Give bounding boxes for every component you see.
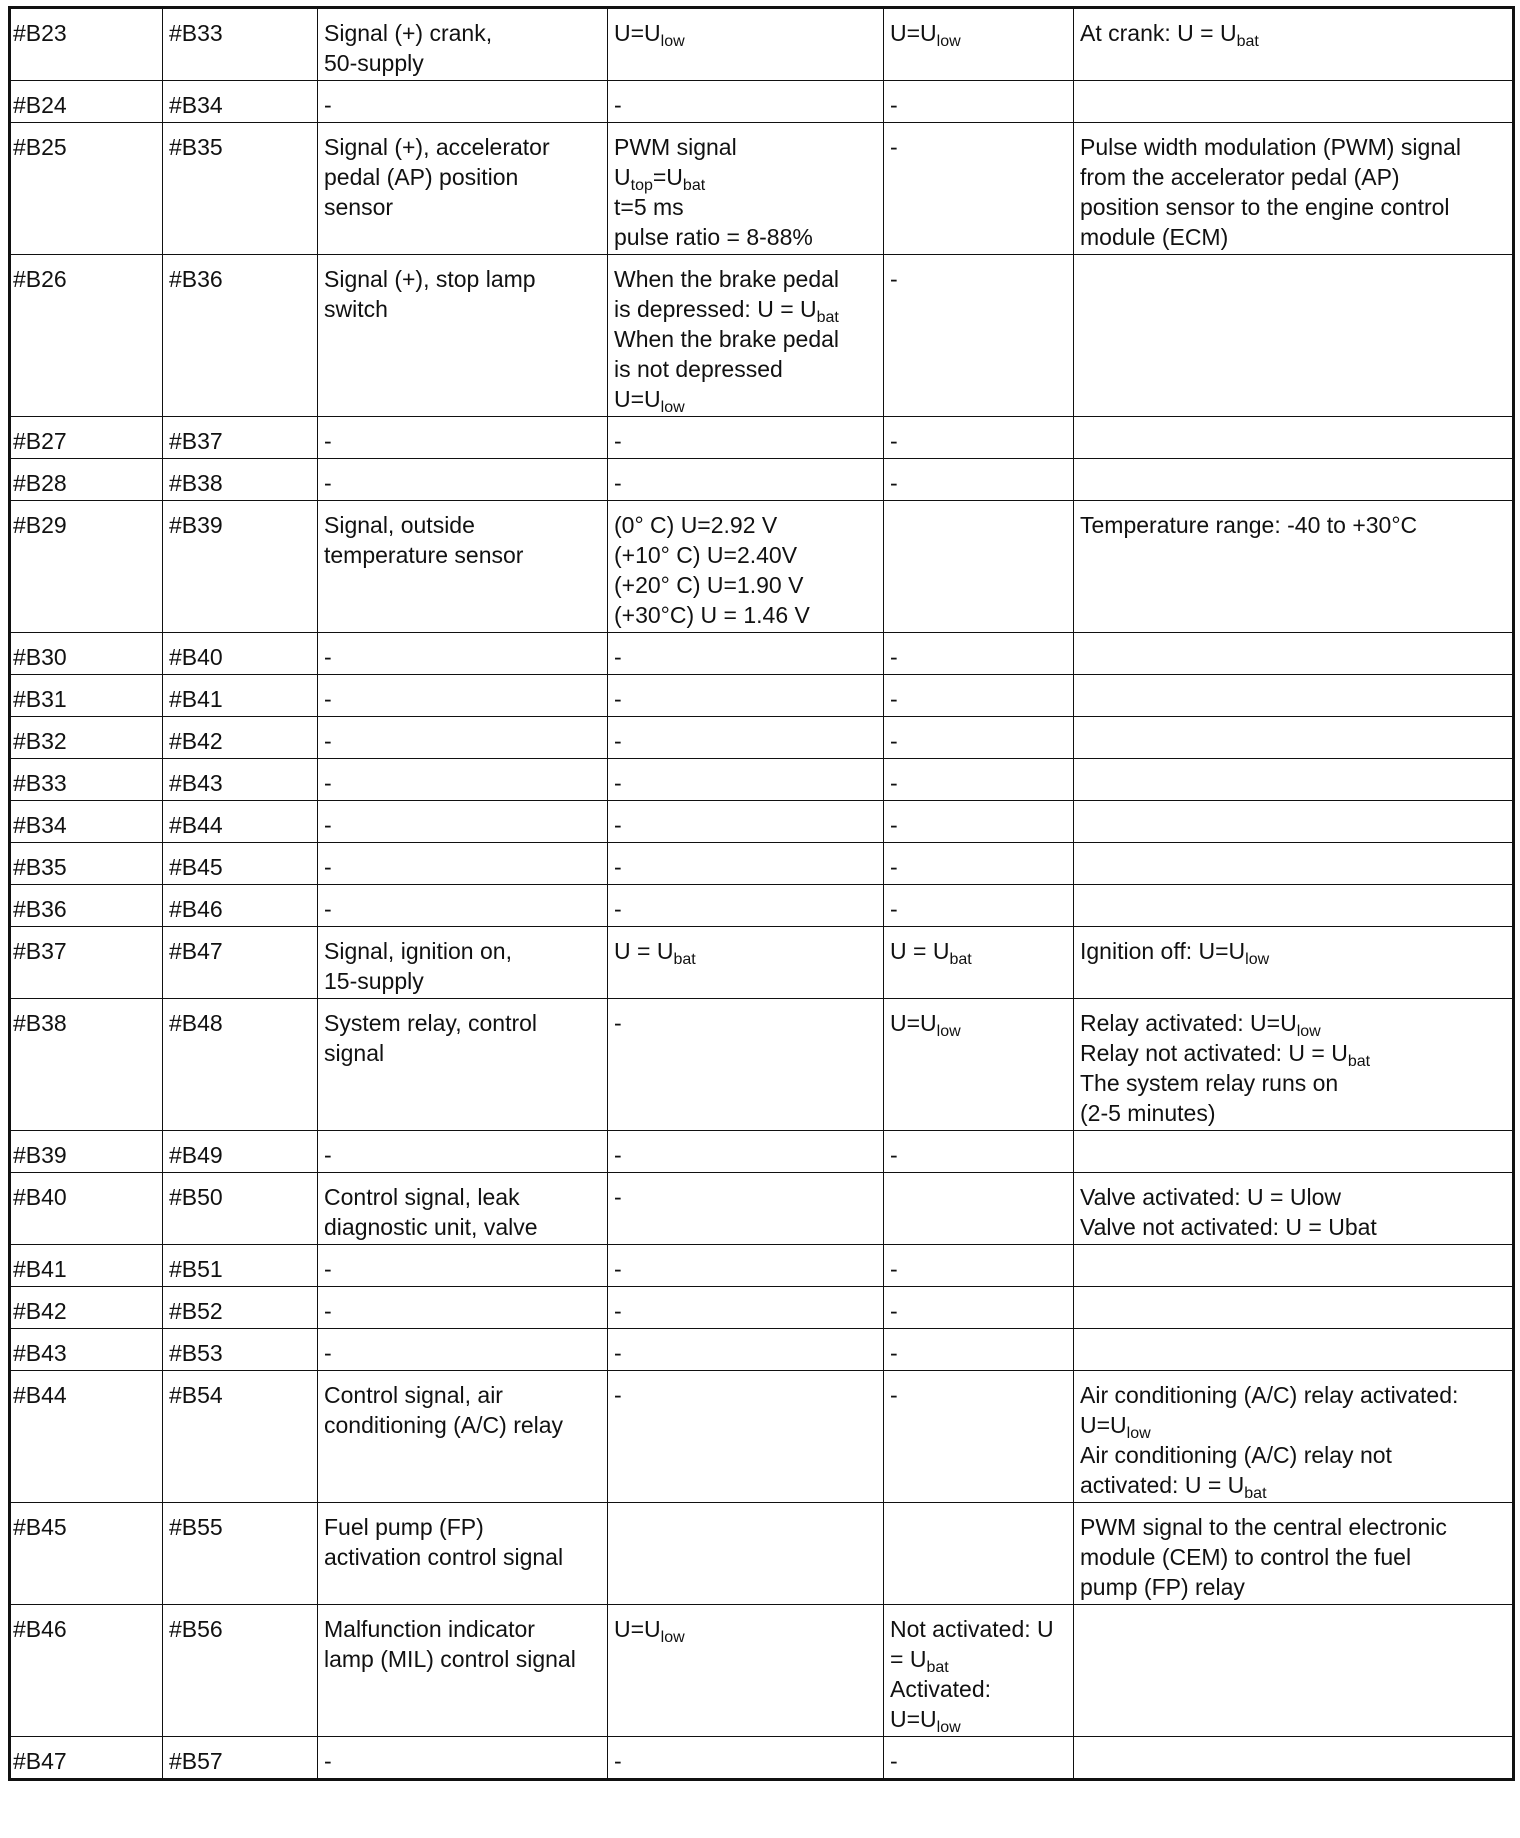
old-pin-cell: #B44 (10, 1371, 163, 1503)
old-pin-cell: #B43 (10, 1329, 163, 1371)
old-pin-cell: #B36 (10, 885, 163, 927)
cell-line: Air conditioning (A/C) relay not (1080, 1442, 1392, 1468)
new-pin-cell: #B50 (163, 1173, 318, 1245)
cell-line: - (614, 1256, 622, 1282)
cell-line: - (324, 686, 332, 712)
alt-value-cell (884, 675, 1074, 717)
old-pin-cell: #B33 (10, 759, 163, 801)
cell-line: - (614, 644, 622, 670)
notes-cell (1074, 717, 1514, 759)
table-row (10, 717, 1514, 759)
cell-line: - (324, 1748, 332, 1774)
old-pin-cell: #B34 (10, 801, 163, 843)
cell-line: $U = U_{bat}$ (614, 938, 696, 968)
cell-line: At crank: $U = U_{bat}$ (1080, 20, 1259, 50)
notes-cell (1074, 675, 1514, 717)
alt-value-cell (884, 255, 1074, 417)
notes-cell (1074, 801, 1514, 843)
table-row (10, 123, 1514, 255)
signal-description-cell (318, 255, 608, 417)
signal-description-cell (318, 8, 608, 81)
value-cell (608, 1131, 884, 1173)
cell-line: Fuel pump (FP) (324, 1514, 484, 1540)
cell-line: - (890, 1256, 898, 1282)
alt-value-cell (884, 8, 1074, 81)
new-pin-cell: #B38 (163, 459, 318, 501)
notes-cell (1074, 1503, 1514, 1605)
value-cell (608, 843, 884, 885)
table-row (10, 501, 1514, 633)
cell-line: Signal, ignition on, (324, 938, 512, 964)
table-row (10, 633, 1514, 675)
old-pin-cell: #B30 (10, 633, 163, 675)
cell-line: - (614, 1382, 622, 1408)
cell-line: Malfunction indicator (324, 1616, 535, 1642)
cell-line: - (890, 812, 898, 838)
new-pin-cell: #B57 (163, 1737, 318, 1780)
cell-line: - (614, 770, 622, 796)
notes-cell (1074, 927, 1514, 999)
value-cell (608, 255, 884, 417)
value-cell (608, 1173, 884, 1245)
cell-line: Signal (+), accelerator (324, 134, 550, 160)
alt-value-cell (884, 1503, 1074, 1605)
cell-line: sensor (324, 194, 394, 220)
cell-line: pump (FP) relay (1080, 1574, 1245, 1600)
alt-value-cell (884, 1371, 1074, 1503)
old-pin-cell: #B38 (10, 999, 163, 1131)
signal-description-cell (318, 1287, 608, 1329)
notes-cell (1074, 885, 1514, 927)
cell-line: = $U_{bat}$ (890, 1646, 949, 1676)
cell-line: pedal (AP) position (324, 164, 519, 190)
old-pin-cell: #B37 (10, 927, 163, 999)
notes-cell (1074, 255, 1514, 417)
table-row (10, 1503, 1514, 1605)
cell-line: Valve activated: U = Ulow (1080, 1184, 1341, 1210)
notes-cell (1074, 1329, 1514, 1371)
cell-line: - (890, 1340, 898, 1366)
cell-line: activation control signal (324, 1544, 564, 1570)
value-cell (608, 717, 884, 759)
value-cell (608, 1737, 884, 1780)
alt-value-cell (884, 717, 1074, 759)
cell-line: - (614, 1298, 622, 1324)
notes-cell (1074, 1737, 1514, 1780)
cell-line: - (324, 1256, 332, 1282)
old-pin-cell: #B23 (10, 8, 163, 81)
cell-line: $U = U_{bat}$ (890, 938, 972, 968)
table-row (10, 1173, 1514, 1245)
old-pin-cell: #B29 (10, 501, 163, 633)
cell-line: Relay activated: $U=U_{low}$ (1080, 1010, 1321, 1040)
value-cell (608, 1605, 884, 1737)
signal-description-cell (318, 1503, 608, 1605)
cell-line: Relay not activated: $U = U_{bat}$ (1080, 1040, 1371, 1070)
new-pin-cell: #B45 (163, 843, 318, 885)
old-pin-cell: #B45 (10, 1503, 163, 1605)
table-row (10, 1605, 1514, 1737)
cell-line: (+20° C) U=1.90 V (614, 572, 804, 598)
alt-value-cell (884, 759, 1074, 801)
value-cell (608, 633, 884, 675)
cell-line: - (890, 470, 898, 496)
alt-value-cell (884, 1173, 1074, 1245)
cell-line: - (324, 854, 332, 880)
signal-description-cell (318, 1173, 608, 1245)
new-pin-cell: #B56 (163, 1605, 318, 1737)
alt-value-cell (884, 999, 1074, 1131)
cell-line: - (324, 1298, 332, 1324)
alt-value-cell (884, 633, 1074, 675)
notes-cell (1074, 1131, 1514, 1173)
cell-line: switch (324, 296, 388, 322)
cell-line: - (614, 1142, 622, 1168)
cell-line: t=5 ms (614, 194, 684, 220)
cell-line: $U=U_{low}$ (1080, 1412, 1151, 1442)
cell-line: pulse ratio = 8-88% (614, 224, 813, 250)
table-row (10, 1131, 1514, 1173)
new-pin-cell: #B37 (163, 417, 318, 459)
cell-line: $U=U_{low}$ (614, 1616, 685, 1646)
cell-line: Signal, outside (324, 512, 475, 538)
old-pin-cell: #B26 (10, 255, 163, 417)
cell-line: - (890, 428, 898, 454)
new-pin-cell: #B33 (163, 8, 318, 81)
signal-description-cell (318, 1245, 608, 1287)
cell-line: is depressed: $U = U_{bat}$ (614, 296, 839, 326)
old-pin-cell: #B41 (10, 1245, 163, 1287)
alt-value-cell (884, 417, 1074, 459)
old-pin-cell: #B27 (10, 417, 163, 459)
cell-line: - (324, 92, 332, 118)
old-pin-cell: #B42 (10, 1287, 163, 1329)
cell-line: - (614, 470, 622, 496)
cell-line: $U=U_{low}$ (614, 20, 685, 50)
old-pin-cell: #B35 (10, 843, 163, 885)
cell-line: - (890, 1748, 898, 1774)
cell-line: from the accelerator pedal (AP) (1080, 164, 1400, 190)
cell-line: - (890, 1382, 898, 1408)
table-row (10, 759, 1514, 801)
signal-description-cell (318, 501, 608, 633)
new-pin-cell: #B43 (163, 759, 318, 801)
table-body (10, 8, 1514, 1780)
new-pin-cell: #B40 (163, 633, 318, 675)
new-pin-cell: #B53 (163, 1329, 318, 1371)
signal-description-cell (318, 999, 608, 1131)
signal-description-cell (318, 459, 608, 501)
signal-description-cell (318, 81, 608, 123)
table-row (10, 1371, 1514, 1503)
cell-line: PWM signal to the central electronic (1080, 1514, 1447, 1540)
cell-line: When the brake pedal (614, 326, 840, 352)
old-pin-cell: #B25 (10, 123, 163, 255)
notes-cell (1074, 417, 1514, 459)
cell-line: - (890, 854, 898, 880)
cell-line: - (614, 1748, 622, 1774)
alt-value-cell (884, 1329, 1074, 1371)
signal-description-cell (318, 927, 608, 999)
notes-cell (1074, 633, 1514, 675)
notes-cell (1074, 501, 1514, 633)
signal-description-cell (318, 123, 608, 255)
cell-line: (+10° C) U=2.40V (614, 542, 798, 568)
old-pin-cell: #B32 (10, 717, 163, 759)
table-row (10, 8, 1514, 81)
value-cell (608, 8, 884, 81)
new-pin-cell: #B36 (163, 255, 318, 417)
connector-pin-table (8, 6, 1515, 1781)
notes-cell (1074, 759, 1514, 801)
signal-description-cell (318, 717, 608, 759)
cell-line: - (614, 686, 622, 712)
cell-line: - (614, 728, 622, 754)
new-pin-cell: #B49 (163, 1131, 318, 1173)
value-cell (608, 459, 884, 501)
cell-line: - (324, 728, 332, 754)
notes-cell (1074, 1371, 1514, 1503)
new-pin-cell: #B44 (163, 801, 318, 843)
new-pin-cell: #B54 (163, 1371, 318, 1503)
alt-value-cell (884, 885, 1074, 927)
new-pin-cell: #B41 (163, 675, 318, 717)
table-row (10, 459, 1514, 501)
cell-line: (2-5 minutes) (1080, 1100, 1216, 1126)
old-pin-cell: #B31 (10, 675, 163, 717)
new-pin-cell: #B52 (163, 1287, 318, 1329)
new-pin-cell: #B55 (163, 1503, 318, 1605)
signal-description-cell (318, 675, 608, 717)
value-cell (608, 1287, 884, 1329)
cell-line: - (614, 1184, 622, 1210)
cell-line: - (614, 854, 622, 880)
cell-line: is not depressed (614, 356, 783, 382)
cell-line: module (CEM) to control the fuel (1080, 1544, 1412, 1570)
cell-line: signal (324, 1040, 385, 1066)
cell-line: diagnostic unit, valve (324, 1214, 538, 1240)
cell-line: System relay, control (324, 1010, 538, 1036)
cell-line: Ignition off: $U=U_{low}$ (1080, 938, 1270, 968)
table-row (10, 255, 1514, 417)
notes-cell (1074, 81, 1514, 123)
cell-line: Valve not activated: U = Ubat (1080, 1214, 1377, 1240)
notes-cell (1074, 1605, 1514, 1737)
cell-line: 15-supply (324, 968, 424, 994)
cell-line: $U=U_{low}$ (614, 386, 685, 416)
cell-line: - (324, 470, 332, 496)
value-cell (608, 81, 884, 123)
alt-value-cell (884, 81, 1074, 123)
old-pin-cell: #B40 (10, 1173, 163, 1245)
notes-cell (1074, 8, 1514, 81)
alt-value-cell (884, 1245, 1074, 1287)
cell-line: - (324, 644, 332, 670)
signal-description-cell (318, 1329, 608, 1371)
signal-description-cell (318, 1605, 608, 1737)
alt-value-cell (884, 1605, 1074, 1737)
cell-line: - (890, 686, 898, 712)
cell-line: - (324, 896, 332, 922)
table-row (10, 1287, 1514, 1329)
table-row (10, 801, 1514, 843)
cell-line: Control signal, leak (324, 1184, 520, 1210)
old-pin-cell: #B24 (10, 81, 163, 123)
signal-description-cell (318, 1371, 608, 1503)
old-pin-cell: #B28 (10, 459, 163, 501)
table-row (10, 999, 1514, 1131)
cell-line: 50-supply (324, 50, 424, 76)
value-cell (608, 927, 884, 999)
cell-line: module (ECM) (1080, 224, 1229, 250)
value-cell (608, 123, 884, 255)
cell-line: - (614, 92, 622, 118)
cell-line: - (614, 1010, 622, 1036)
cell-line: Signal (+) crank, (324, 20, 493, 46)
alt-value-cell (884, 1287, 1074, 1329)
cell-line: temperature sensor (324, 542, 524, 568)
cell-line: - (614, 896, 622, 922)
cell-line: - (324, 770, 332, 796)
cell-line: - (614, 428, 622, 454)
table-row (10, 1245, 1514, 1287)
notes-cell (1074, 1245, 1514, 1287)
cell-line: - (890, 266, 898, 292)
cell-line: - (890, 644, 898, 670)
value-cell (608, 759, 884, 801)
cell-line: - (890, 728, 898, 754)
alt-value-cell (884, 1737, 1074, 1780)
value-cell (608, 1245, 884, 1287)
new-pin-cell: #B46 (163, 885, 318, 927)
cell-line: - (890, 134, 898, 160)
cell-line: Pulse width modulation (PWM) signal (1080, 134, 1461, 160)
notes-cell (1074, 1287, 1514, 1329)
cell-line: When the brake pedal (614, 266, 840, 292)
new-pin-cell: #B47 (163, 927, 318, 999)
cell-line: lamp (MIL) control signal (324, 1646, 576, 1672)
cell-line: Activated: (890, 1676, 991, 1702)
cell-line: $U=U_{low}$ (890, 1706, 961, 1736)
cell-line: $U=U_{low}$ (890, 1010, 961, 1040)
new-pin-cell: #B42 (163, 717, 318, 759)
new-pin-cell: #B35 (163, 123, 318, 255)
cell-line: - (890, 92, 898, 118)
old-pin-cell: #B39 (10, 1131, 163, 1173)
cell-line: PWM signal (614, 134, 737, 160)
value-cell (608, 417, 884, 459)
table-row (10, 927, 1514, 999)
table-row (10, 1737, 1514, 1780)
cell-line: position sensor to the engine control (1080, 194, 1450, 220)
table-row (10, 81, 1514, 123)
alt-value-cell (884, 123, 1074, 255)
cell-line: - (890, 1298, 898, 1324)
old-pin-cell: #B47 (10, 1737, 163, 1780)
cell-line: Air conditioning (A/C) relay activated: (1080, 1382, 1459, 1408)
alt-value-cell (884, 459, 1074, 501)
cell-line: $U_{top}=U_{bat}$ (614, 164, 706, 194)
new-pin-cell: #B34 (163, 81, 318, 123)
new-pin-cell: #B48 (163, 999, 318, 1131)
signal-description-cell (318, 801, 608, 843)
value-cell (608, 501, 884, 633)
cell-line: - (324, 1142, 332, 1168)
notes-cell (1074, 1173, 1514, 1245)
signal-description-cell (318, 1131, 608, 1173)
cell-line: Not activated: U (890, 1616, 1054, 1642)
notes-cell (1074, 123, 1514, 255)
table-row (10, 675, 1514, 717)
value-cell (608, 1503, 884, 1605)
cell-line: The system relay runs on (1080, 1070, 1339, 1096)
signal-description-cell (318, 1737, 608, 1780)
value-cell (608, 801, 884, 843)
alt-value-cell (884, 501, 1074, 633)
signal-description-cell (318, 759, 608, 801)
cell-line: - (890, 896, 898, 922)
alt-value-cell (884, 1131, 1074, 1173)
alt-value-cell (884, 927, 1074, 999)
cell-line: activated: $U = U_{bat}$ (1080, 1472, 1267, 1502)
value-cell (608, 885, 884, 927)
notes-cell (1074, 843, 1514, 885)
value-cell (608, 1371, 884, 1503)
cell-line: (+30°C) U = 1.46 V (614, 602, 810, 628)
cell-line: $U=U_{low}$ (890, 20, 961, 50)
table-row (10, 417, 1514, 459)
cell-line: - (324, 428, 332, 454)
signal-description-cell (318, 633, 608, 675)
table-row (10, 843, 1514, 885)
document-page (8, 6, 1512, 1781)
cell-line: - (890, 1142, 898, 1168)
signal-description-cell (318, 885, 608, 927)
alt-value-cell (884, 843, 1074, 885)
cell-line: Signal (+), stop lamp (324, 266, 536, 292)
cell-line: - (890, 770, 898, 796)
notes-cell (1074, 999, 1514, 1131)
table-row (10, 1329, 1514, 1371)
new-pin-cell: #B51 (163, 1245, 318, 1287)
signal-description-cell (318, 843, 608, 885)
value-cell (608, 1329, 884, 1371)
value-cell (608, 999, 884, 1131)
cell-line: - (324, 812, 332, 838)
cell-line: Control signal, air (324, 1382, 503, 1408)
cell-line: - (614, 812, 622, 838)
cell-line: - (324, 1340, 332, 1366)
table-row (10, 885, 1514, 927)
signal-description-cell (318, 417, 608, 459)
cell-line: conditioning (A/C) relay (324, 1412, 564, 1438)
value-cell (608, 675, 884, 717)
old-pin-cell: #B46 (10, 1605, 163, 1737)
alt-value-cell (884, 801, 1074, 843)
notes-cell (1074, 459, 1514, 501)
new-pin-cell: #B39 (163, 501, 318, 633)
cell-line: Temperature range: -40 to +30°C (1080, 512, 1418, 538)
cell-line: - (614, 1340, 622, 1366)
cell-line: (0° C) U=2.92 V (614, 512, 778, 538)
